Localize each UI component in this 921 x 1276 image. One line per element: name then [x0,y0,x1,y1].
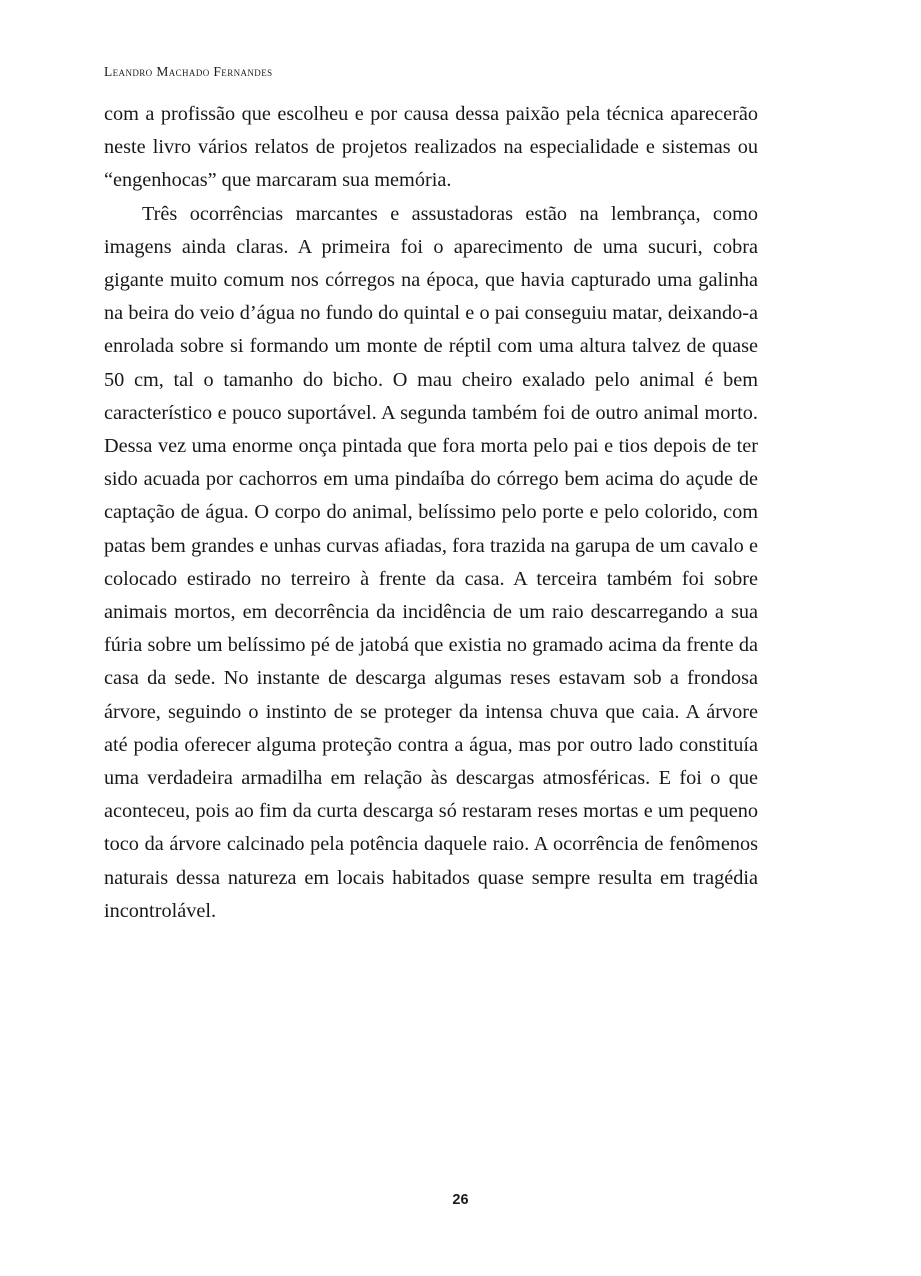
running-head-author: Leandro Machado Fernandes [104,64,273,79]
body-text [104,98,758,928]
paragraph-continuation: com a profissão que escolheu e por causa dessa paixão pela técnica aparecerão neste livro vários relatos de projetos realizados na especialidade e sistemas ou “engenhocas” que marcaram sua memória. [104,103,758,192]
page-number: 26 [452,1192,469,1208]
paragraph-occurrences: Três ocorrências marcantes e assustadoras estão na lembrança, como imagens ainda claras. A primeira foi o aparecimento de uma sucuri, cobra gigante muito comum nos córregos na época, que havia capturado uma galinha na beira do veio d’água no fundo do quintal e o pai conseguiu matar, deixando-a enrolada sobre si formando um monte de réptil com uma altura talvez de quase 50 cm, tal o tamanho do bicho. O mau cheiro exalado pelo animal é bem característico e pouco suportável. A segunda também foi de outro animal morto. Dessa vez uma enorme onça pintada que fora morta pelo pai e tios depois de ter sido acuada por cachorros em uma pindaíba do córrego bem acima do açude de captação de água. O corpo do animal, belíssimo pelo porte e pelo colorido, com patas bem grandes e unhas curvas afiadas, fora trazida na garupa de um cavalo e colocado estirado no terreiro à frente da casa. A terceira também foi sobre animais mortos, em decorrência da incidência de um raio descarregando a sua fúria sobre um belíssimo pé de jatobá que existia no gramado acima da frente da casa da sede. No instante de descarga algumas reses estavam sob a frondosa árvore, seguindo o instinto de se proteger da intensa chuva que caia. A árvore até podia oferecer alguma proteção contra a água, mas por outro lado constituía uma verdadeira armadilha em relação às descargas atmosféricas. E foi o que aconteceu, pois ao fim da curta descarga só restaram reses mortas e um pequeno toco da árvore calcinado pela potência daquele raio. A ocorrência de fenômenos naturais dessa natureza em locais habitados quase sempre resulta em tragédia incontrolável. [104,202,758,922]
